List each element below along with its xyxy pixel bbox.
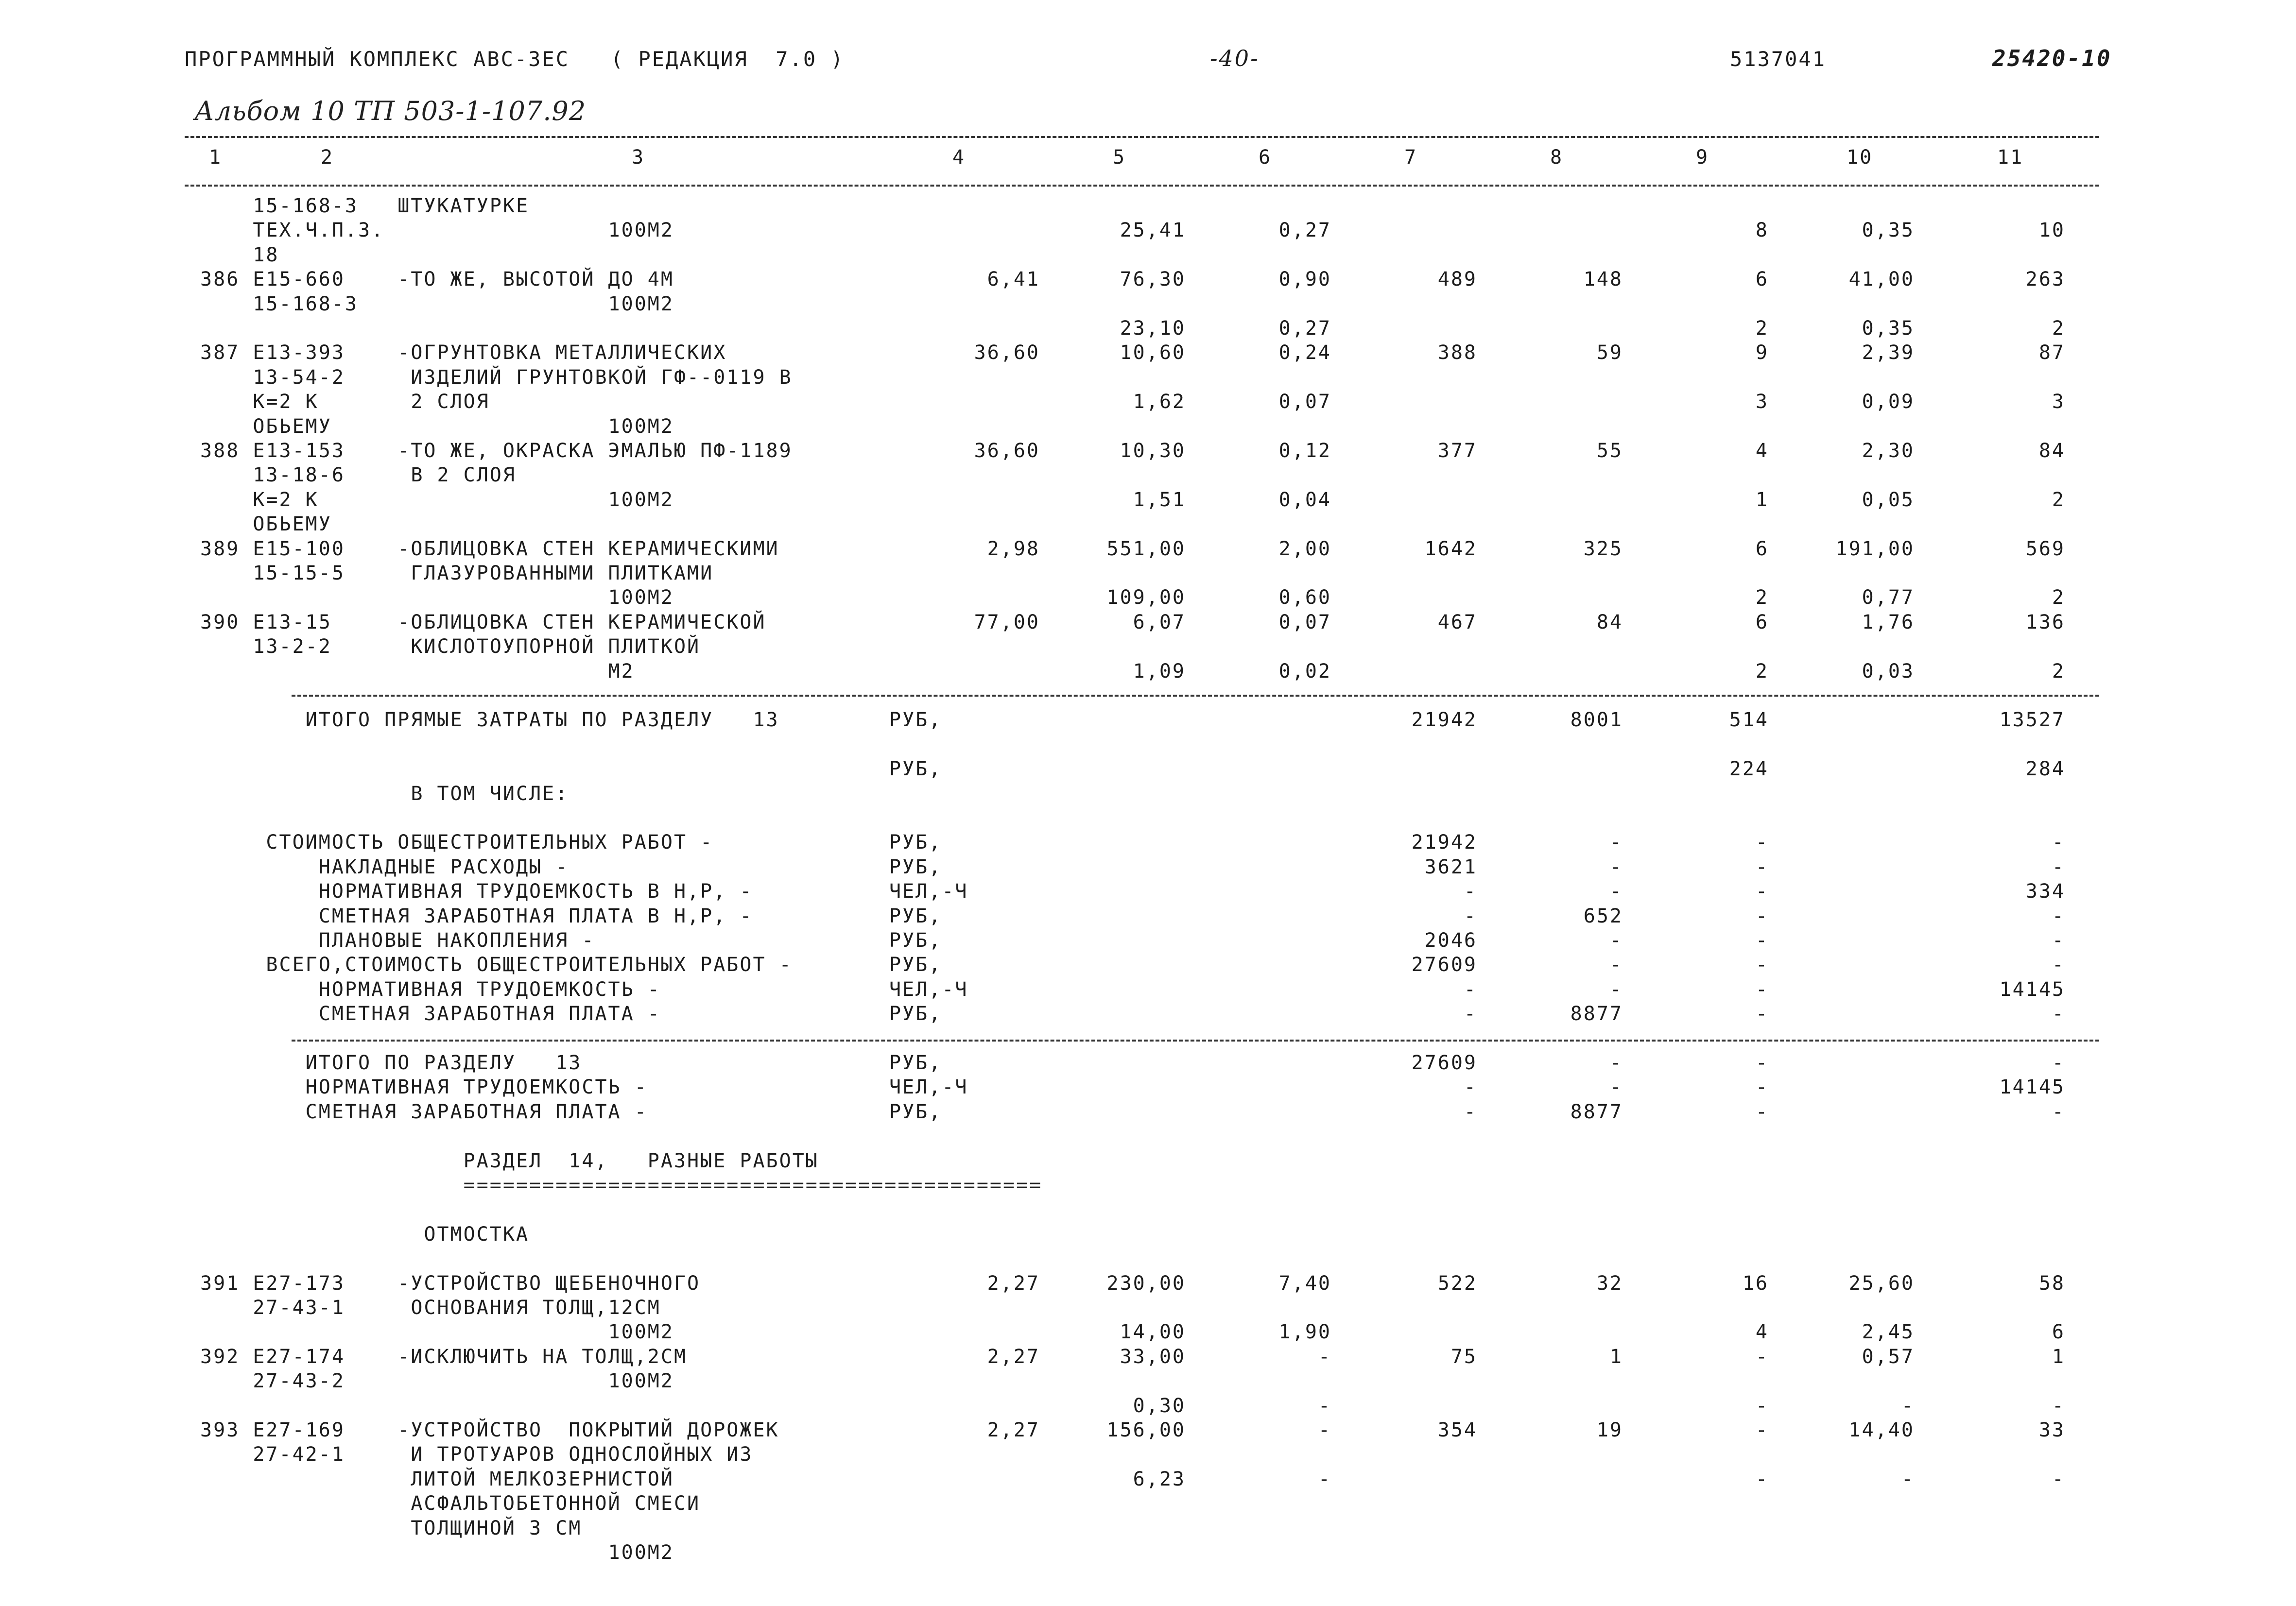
row-unit: РУБ,	[889, 929, 942, 952]
document-number: 25420-10	[1992, 45, 2112, 71]
cell-col-8: -	[1609, 855, 1623, 878]
row-description: ЛИТОЙ МЕЛКОЗЕРНИСТОЙ	[200, 1468, 674, 1490]
row-description: 27-43-2 100М2	[200, 1370, 674, 1393]
row-description: РАЗДЕЛ 14, РАЗНЫЕ РАБОТЫ	[200, 1149, 819, 1172]
column-header-4: 4	[952, 146, 966, 169]
cell-col-8: 19	[1596, 1419, 1623, 1441]
column-header-5: 5	[1113, 146, 1126, 169]
cell-col-7: 388	[1437, 342, 1477, 364]
row-description: НОРМАТИВНАЯ ТРУДОЕМКОСТЬ -	[200, 1076, 648, 1099]
cell-col-7: 1642	[1424, 537, 1477, 560]
cell-col-10: 191,00	[1835, 537, 1915, 560]
cell-col-4: 2,98	[987, 537, 1040, 560]
cell-col-9: 2	[1755, 317, 1769, 340]
row-description: 13-2-2 КИСЛОТОУПОРНОЙ ПЛИТКОЙ	[200, 635, 701, 658]
cell-col-9: 2	[1755, 586, 1769, 609]
cell-col-10: 0,03	[1862, 660, 1915, 683]
cell-col-9: 4	[1755, 1321, 1769, 1344]
cell-col-11: 334	[2025, 880, 2065, 903]
cell-col-11: 2	[2052, 488, 2065, 511]
row-description: СМЕТНАЯ ЗАРАБОТНАЯ ПЛАТА -	[200, 1003, 661, 1025]
row-description: ИТОГО ПРЯМЫЕ ЗАТРАТЫ ПО РАЗДЕЛУ 13	[200, 709, 779, 732]
cell-col-11: 84	[2038, 440, 2065, 462]
row-description: НАКЛАДНЫЕ РАСХОДЫ -	[200, 855, 569, 878]
row-unit: РУБ,	[889, 1052, 942, 1074]
row-description: ТОЛЩИНОЙ 3 СМ	[200, 1517, 582, 1539]
row-description: ПЛАНОВЫЕ НАКОПЛЕНИЯ -	[200, 929, 595, 952]
cell-col-10: 0,77	[1862, 586, 1915, 609]
cell-col-9: 2	[1755, 660, 1769, 683]
cell-col-11: -	[2052, 1052, 2065, 1074]
cell-col-6: 0,24	[1278, 342, 1331, 364]
row-description: 387 Е13-393 -ОГРУНТОВКА МЕТАЛЛИЧЕСКИХ	[200, 342, 727, 364]
row-unit: ЧЕЛ,-Ч	[889, 1076, 968, 1099]
column-header-9: 9	[1696, 146, 1709, 169]
cell-col-7: -	[1464, 1003, 1477, 1025]
cell-col-4: 77,00	[974, 611, 1040, 633]
section-total-rule	[292, 695, 2099, 697]
cell-col-9: -	[1755, 1003, 1769, 1025]
cell-col-5: 0,30	[1133, 1394, 1186, 1417]
cell-col-11: 13527	[1999, 709, 2065, 732]
cell-col-4: 36,60	[974, 342, 1040, 364]
cell-col-5: 1,09	[1133, 660, 1186, 683]
cell-col-5: 6,07	[1133, 611, 1186, 633]
cell-col-8: 32	[1596, 1272, 1623, 1295]
cell-col-9: 514	[1729, 709, 1769, 732]
cell-col-8: 8001	[1570, 709, 1623, 732]
cell-col-8: -	[1609, 929, 1623, 952]
row-description: 100М2	[200, 1321, 674, 1344]
cell-col-6: 7,40	[1278, 1272, 1331, 1295]
cell-col-11: 10	[2038, 219, 2065, 242]
cell-col-9: -	[1755, 855, 1769, 878]
column-header-2: 2	[321, 146, 334, 169]
column-header-11: 11	[1997, 146, 2024, 169]
cell-col-7: 21942	[1411, 709, 1477, 732]
cell-col-10: 14,40	[1848, 1419, 1915, 1441]
row-description: АСФАЛЬТОБЕТОННОЙ СМЕСИ	[200, 1492, 701, 1515]
cell-col-9: 224	[1729, 758, 1769, 781]
row-description: ОБЬЕМУ	[200, 513, 332, 536]
code-number: 5137041	[1730, 47, 1827, 71]
cell-col-11: -	[2052, 855, 2065, 878]
cell-col-8: -	[1609, 978, 1623, 1001]
page-number: -40-	[1210, 45, 1260, 71]
cell-col-6: 0,04	[1278, 488, 1331, 511]
cell-col-6: 0,90	[1278, 268, 1331, 291]
cell-col-8: 84	[1596, 611, 1623, 633]
cell-col-9: -	[1755, 1100, 1769, 1123]
row-description: 390 Е13-15 -ОБЛИЦОВКА СТЕН КЕРАМИЧЕСКОЙ	[200, 611, 766, 633]
row-description: 386 Е15-660 -ТО ЖЕ, ВЫСОТОЙ ДО 4М	[200, 268, 674, 291]
column-header-3: 3	[632, 146, 645, 169]
cell-col-9: -	[1755, 880, 1769, 903]
cell-col-5: 551,00	[1106, 537, 1186, 560]
row-description: 100М2	[200, 586, 674, 609]
cell-col-7: 21942	[1411, 831, 1477, 854]
cell-col-4: 6,41	[987, 268, 1040, 291]
row-description: К=2 К 100М2	[200, 488, 674, 511]
row-description: ИТОГО ПО РАЗДЕЛУ 13	[200, 1052, 582, 1074]
cell-col-10: 25,60	[1848, 1272, 1915, 1295]
album-handwritten-note: Альбом 10 ТП 503-1-107.92	[194, 96, 587, 126]
cell-col-11: 6	[2052, 1321, 2065, 1344]
cell-col-6: 0,07	[1278, 611, 1331, 633]
cell-col-9: -	[1755, 1394, 1769, 1417]
row-description: 13-18-6 В 2 СЛОЯ	[200, 464, 516, 487]
breakdown-total-rule	[292, 1040, 2099, 1042]
cell-col-7: 3621	[1424, 855, 1477, 878]
row-unit: РУБ,	[889, 1100, 942, 1123]
cell-col-9: -	[1755, 929, 1769, 952]
cell-col-8: 148	[1583, 268, 1623, 291]
cell-col-10: 0,05	[1862, 488, 1915, 511]
cell-col-7: 467	[1437, 611, 1477, 633]
cell-col-11: -	[2052, 905, 2065, 927]
row-description: 15-168-3 100М2	[200, 292, 674, 315]
cell-col-8: -	[1609, 1052, 1623, 1074]
cell-col-6: 0,02	[1278, 660, 1331, 683]
column-header-10: 10	[1847, 146, 1873, 169]
cell-col-8: -	[1609, 831, 1623, 854]
cell-col-11: -	[2052, 1468, 2065, 1490]
row-unit: РУБ,	[889, 709, 942, 732]
row-unit: РУБ,	[889, 905, 942, 927]
cell-col-5: 25,41	[1120, 219, 1186, 242]
header-bottom-rule	[185, 185, 2099, 187]
cell-col-5: 1,62	[1133, 391, 1186, 413]
row-description: ОБЬЕМУ 100М2	[200, 415, 674, 438]
cell-col-11: -	[2052, 1100, 2065, 1123]
cell-col-5: 10,60	[1120, 342, 1186, 364]
cell-col-6: 0,27	[1278, 317, 1331, 340]
column-header-7: 7	[1404, 146, 1418, 169]
cell-col-5: 76,30	[1120, 268, 1186, 291]
cell-col-7: 27609	[1411, 1052, 1477, 1074]
row-description: СТОИМОСТЬ ОБЩЕСТРОИТЕЛЬНЫХ РАБОТ -	[200, 831, 714, 854]
cell-col-5: 33,00	[1120, 1345, 1186, 1368]
cell-col-7: -	[1464, 880, 1477, 903]
row-description: 18	[200, 243, 279, 266]
cell-col-11: -	[2052, 1394, 2065, 1417]
cell-col-11: 2	[2052, 660, 2065, 683]
cell-col-8: 652	[1583, 905, 1623, 927]
cell-col-10: 2,45	[1862, 1321, 1915, 1344]
cell-col-8: -	[1609, 1076, 1623, 1099]
cell-col-5: 156,00	[1106, 1419, 1186, 1441]
cell-col-5: 1,51	[1133, 488, 1186, 511]
cell-col-9: -	[1755, 1345, 1769, 1368]
header-top-rule	[185, 136, 2099, 138]
cell-col-8: 55	[1596, 440, 1623, 462]
cell-col-6: -	[1318, 1345, 1331, 1368]
cell-col-9: 3	[1755, 391, 1769, 413]
row-description: СМЕТНАЯ ЗАРАБОТНАЯ ПЛАТА -	[200, 1100, 648, 1123]
row-description: 13-54-2 ИЗДЕЛИЙ ГРУНТОВКОЙ ГФ--0119 В	[200, 366, 793, 389]
row-unit: РУБ,	[889, 1003, 942, 1025]
cell-col-8: 1	[1609, 1345, 1623, 1368]
cell-col-6: 0,27	[1278, 219, 1331, 242]
cell-col-7: -	[1464, 978, 1477, 1001]
cell-col-11: 263	[2025, 268, 2065, 291]
row-description: К=2 К 2 СЛОЯ	[200, 391, 490, 413]
cell-col-8: 8877	[1570, 1003, 1623, 1025]
row-description: ВСЕГО,СТОИМОСТЬ ОБЩЕСТРОИТЕЛЬНЫХ РАБОТ -	[200, 954, 793, 976]
cell-col-5: 23,10	[1120, 317, 1186, 340]
column-header-8: 8	[1550, 146, 1564, 169]
cell-col-4: 2,27	[987, 1272, 1040, 1295]
cell-col-5: 109,00	[1106, 586, 1186, 609]
cell-col-9: -	[1755, 954, 1769, 976]
cell-col-8: 325	[1583, 537, 1623, 560]
row-description: 388 Е13-153 -ТО ЖЕ, ОКРАСКА ЭМАЛЬЮ ПФ-1189	[200, 440, 793, 462]
cell-col-5: 14,00	[1120, 1321, 1186, 1344]
row-description: М2	[200, 660, 635, 683]
cell-col-7: -	[1464, 1100, 1477, 1123]
cell-col-7: 2046	[1424, 929, 1477, 952]
cell-col-9: 6	[1755, 268, 1769, 291]
cell-col-11: 14145	[1999, 978, 2065, 1001]
cell-col-8: 59	[1596, 342, 1623, 364]
cell-col-11: 2	[2052, 586, 2065, 609]
cell-col-8: -	[1609, 880, 1623, 903]
cell-col-11: 136	[2025, 611, 2065, 633]
row-description: НОРМАТИВНАЯ ТРУДОЕМКОСТЬ В Н,Р, -	[200, 880, 753, 903]
cell-col-9: -	[1755, 831, 1769, 854]
cell-col-10: -	[1901, 1468, 1915, 1490]
cell-col-7: -	[1464, 1076, 1477, 1099]
row-description: 15-15-5 ГЛАЗУРОВАННЫМИ ПЛИТКАМИ	[200, 562, 714, 584]
row-description: 391 Е27-173 -УСТРОЙСТВО ЩЕБЕНОЧНОГО	[200, 1272, 701, 1295]
row-description: 100М2	[200, 1541, 674, 1564]
cell-col-4: 2,27	[987, 1419, 1040, 1441]
row-unit: РУБ,	[889, 954, 942, 976]
cell-col-9: 6	[1755, 611, 1769, 633]
cell-col-11: 3	[2052, 391, 2065, 413]
cell-col-10: 2,30	[1862, 440, 1915, 462]
cell-col-9: -	[1755, 978, 1769, 1001]
cell-col-9: -	[1755, 1076, 1769, 1099]
cell-col-9: 8	[1755, 219, 1769, 242]
cell-col-10: 2,39	[1862, 342, 1915, 364]
cell-col-9: 16	[1742, 1272, 1769, 1295]
cell-col-6: -	[1318, 1394, 1331, 1417]
cell-col-10: 0,35	[1862, 317, 1915, 340]
cell-col-7: 377	[1437, 440, 1477, 462]
column-header-6: 6	[1259, 146, 1272, 169]
cell-col-10: 0,35	[1862, 219, 1915, 242]
cell-col-7: 75	[1450, 1345, 1477, 1368]
cell-col-7: 354	[1437, 1419, 1477, 1441]
cell-col-9: 9	[1755, 342, 1769, 364]
row-description: 392 Е27-174 -ИСКЛЮЧИТЬ НА ТОЛЩ,2СМ	[200, 1345, 688, 1368]
cell-col-10: 0,57	[1862, 1345, 1915, 1368]
cell-col-9: -	[1755, 1052, 1769, 1074]
cell-col-6: 0,60	[1278, 586, 1331, 609]
row-unit: ЧЕЛ,-Ч	[889, 880, 968, 903]
cell-col-9: 4	[1755, 440, 1769, 462]
cell-col-9: 6	[1755, 537, 1769, 560]
row-description: В ТОМ ЧИСЛЕ:	[200, 782, 569, 805]
cell-col-11: 1	[2052, 1345, 2065, 1368]
cell-col-11: -	[2052, 1003, 2065, 1025]
cell-col-7: 27609	[1411, 954, 1477, 976]
cell-col-10: 0,09	[1862, 391, 1915, 413]
cell-col-11: -	[2052, 831, 2065, 854]
cell-col-11: 87	[2038, 342, 2065, 364]
program-title: ПРОГРАММНЫЙ КОМПЛЕКС АВС-3ЕС ( РЕДАКЦИЯ 7.0 )	[185, 47, 845, 71]
row-description: ============================================	[200, 1174, 1043, 1196]
row-description: 27-42-1 И ТРОТУАРОВ ОДНОСЛОЙНЫХ ИЗ	[200, 1443, 753, 1466]
row-description: 393 Е27-169 -УСТРОЙСТВО ПОКРЫТИЙ ДОРОЖЕК	[200, 1419, 779, 1441]
cell-col-7: 489	[1437, 268, 1477, 291]
cell-col-10: 1,76	[1862, 611, 1915, 633]
cell-col-5: 6,23	[1133, 1468, 1186, 1490]
row-unit: РУБ,	[889, 758, 942, 781]
cell-col-6: 0,12	[1278, 440, 1331, 462]
cell-col-7: -	[1464, 905, 1477, 927]
cell-col-8: 8877	[1570, 1100, 1623, 1123]
cell-col-6: -	[1318, 1419, 1331, 1441]
cell-col-9: -	[1755, 1419, 1769, 1441]
cell-col-11: -	[2052, 929, 2065, 952]
cell-col-11: 14145	[1999, 1076, 2065, 1099]
row-description: 15-168-3 ШТУКАТУРКЕ	[200, 195, 530, 217]
cell-col-11: -	[2052, 954, 2065, 976]
row-description: 389 Е15-100 -ОБЛИЦОВКА СТЕН КЕРАМИЧЕСКИМИ	[200, 537, 779, 560]
row-description: 27-43-1 ОСНОВАНИЯ ТОЛЩ,12СМ	[200, 1297, 661, 1319]
cell-col-9: 1	[1755, 488, 1769, 511]
row-description: ОТМОСТКА	[200, 1223, 530, 1246]
row-unit: ЧЕЛ,-Ч	[889, 978, 968, 1001]
row-description: СМЕТНАЯ ЗАРАБОТНАЯ ПЛАТА В Н,Р, -	[200, 905, 753, 927]
cell-col-6: 1,90	[1278, 1321, 1331, 1344]
cell-col-9: -	[1755, 905, 1769, 927]
row-unit: РУБ,	[889, 855, 942, 878]
cell-col-11: 2	[2052, 317, 2065, 340]
cell-col-9: -	[1755, 1468, 1769, 1490]
cell-col-4: 36,60	[974, 440, 1040, 462]
cell-col-6: -	[1318, 1468, 1331, 1490]
cell-col-11: 58	[2038, 1272, 2065, 1295]
cell-col-6: 2,00	[1278, 537, 1331, 560]
row-description: НОРМАТИВНАЯ ТРУДОЕМКОСТЬ -	[200, 978, 661, 1001]
cell-col-8: -	[1609, 954, 1623, 976]
cell-col-10: -	[1901, 1394, 1915, 1417]
cell-col-5: 230,00	[1106, 1272, 1186, 1295]
row-unit: РУБ,	[889, 831, 942, 854]
cell-col-4: 2,27	[987, 1345, 1040, 1368]
cell-col-7: 522	[1437, 1272, 1477, 1295]
cell-col-6: 0,07	[1278, 391, 1331, 413]
row-description: ТЕХ.Ч.П.3. 100М2	[200, 219, 674, 242]
cell-col-5: 10,30	[1120, 440, 1186, 462]
cell-col-11: 284	[2025, 758, 2065, 781]
cell-col-11: 33	[2038, 1419, 2065, 1441]
cell-col-11: 569	[2025, 537, 2065, 560]
cell-col-10: 41,00	[1848, 268, 1915, 291]
column-header-1: 1	[209, 146, 223, 169]
